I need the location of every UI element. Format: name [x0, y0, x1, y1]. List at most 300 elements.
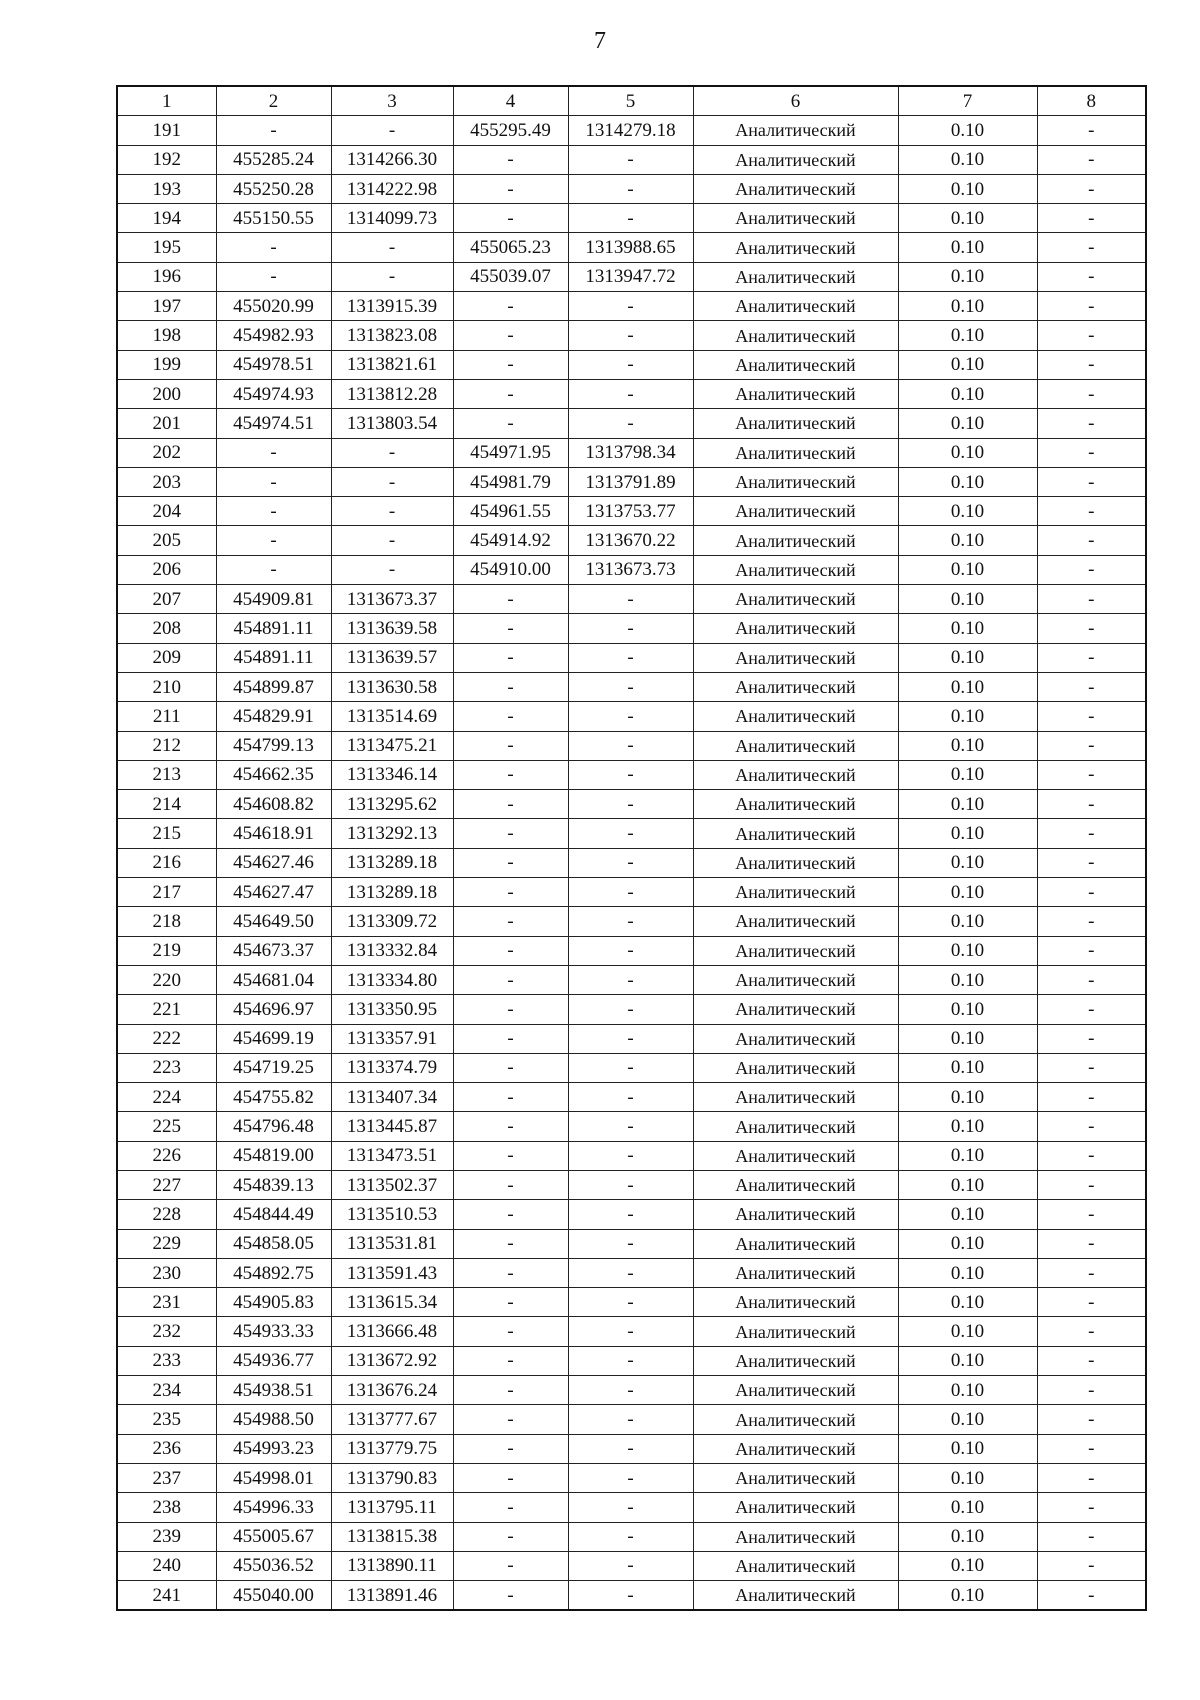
cell-x-existing: - [216, 526, 331, 555]
cell-y-existing: 1314099.73 [331, 204, 453, 233]
cell-accuracy: 0.10 [898, 204, 1037, 233]
table-body [117, 116, 1146, 1611]
cell-y-new: - [568, 878, 693, 907]
cell-y-existing: 1313407.34 [331, 1083, 453, 1112]
cell-point-number: 209 [117, 643, 216, 672]
cell-accuracy: 0.10 [898, 350, 1037, 379]
cell-y-new: - [568, 379, 693, 408]
cell-accuracy: 0.10 [898, 643, 1037, 672]
cell-point-number: 207 [117, 585, 216, 614]
cell-description: - [1037, 1112, 1146, 1141]
cell-y-new: 1313988.65 [568, 233, 693, 262]
cell-method: Аналитический [693, 1522, 898, 1551]
cell-method: Аналитический [693, 1141, 898, 1170]
cell-y-existing: 1313666.48 [331, 1317, 453, 1346]
cell-method: Аналитический [693, 1288, 898, 1317]
table-header-row [117, 86, 1146, 116]
cell-y-existing: 1313779.75 [331, 1434, 453, 1463]
cell-point-number: 239 [117, 1522, 216, 1551]
cell-y-new: - [568, 1493, 693, 1522]
cell-method: Аналитический [693, 1053, 898, 1082]
cell-x-new: - [453, 292, 568, 321]
cell-method: Аналитический [693, 1229, 898, 1258]
cell-description: - [1037, 614, 1146, 643]
cell-y-new: - [568, 936, 693, 965]
cell-x-new: 454981.79 [453, 467, 568, 496]
table-row [117, 409, 1146, 438]
cell-description: - [1037, 438, 1146, 467]
cell-x-existing: 454978.51 [216, 350, 331, 379]
table-row [117, 1141, 1146, 1170]
cell-x-existing: 454974.51 [216, 409, 331, 438]
cell-point-number: 216 [117, 848, 216, 877]
cell-x-new: - [453, 1170, 568, 1199]
table-row [117, 1083, 1146, 1112]
cell-method: Аналитический [693, 233, 898, 262]
cell-x-existing: 454627.47 [216, 878, 331, 907]
cell-accuracy: 0.10 [898, 1288, 1037, 1317]
cell-y-existing: 1313289.18 [331, 848, 453, 877]
cell-accuracy: 0.10 [898, 1551, 1037, 1580]
cell-description: - [1037, 145, 1146, 174]
cell-accuracy: 0.10 [898, 731, 1037, 760]
cell-y-existing: - [331, 116, 453, 145]
cell-x-existing: 454799.13 [216, 731, 331, 760]
table-row [117, 643, 1146, 672]
cell-description: - [1037, 1346, 1146, 1375]
cell-y-existing: 1313823.08 [331, 321, 453, 350]
cell-y-existing: 1313292.13 [331, 819, 453, 848]
cell-accuracy: 0.10 [898, 1229, 1037, 1258]
header-col-1: 1 [117, 86, 216, 116]
cell-method: Аналитический [693, 1346, 898, 1375]
cell-x-new: - [453, 936, 568, 965]
cell-accuracy: 0.10 [898, 614, 1037, 643]
cell-y-existing: 1313630.58 [331, 672, 453, 701]
cell-x-new: - [453, 1258, 568, 1287]
cell-accuracy: 0.10 [898, 995, 1037, 1024]
cell-x-new: 454971.95 [453, 438, 568, 467]
cell-x-existing: 454982.93 [216, 321, 331, 350]
cell-point-number: 193 [117, 174, 216, 203]
cell-x-new: - [453, 848, 568, 877]
cell-accuracy: 0.10 [898, 1112, 1037, 1141]
cell-x-existing: 454649.50 [216, 907, 331, 936]
cell-x-new: - [453, 1141, 568, 1170]
cell-description: - [1037, 1141, 1146, 1170]
cell-accuracy: 0.10 [898, 1581, 1037, 1611]
cell-x-existing: 454891.11 [216, 614, 331, 643]
cell-accuracy: 0.10 [898, 292, 1037, 321]
cell-y-new: - [568, 731, 693, 760]
cell-y-existing: 1313777.67 [331, 1405, 453, 1434]
cell-y-existing: 1313475.21 [331, 731, 453, 760]
table-row [117, 350, 1146, 379]
cell-point-number: 214 [117, 790, 216, 819]
cell-y-new: - [568, 1141, 693, 1170]
cell-description: - [1037, 1024, 1146, 1053]
cell-x-existing: 454696.97 [216, 995, 331, 1024]
cell-method: Аналитический [693, 350, 898, 379]
cell-x-new: - [453, 965, 568, 994]
cell-accuracy: 0.10 [898, 878, 1037, 907]
cell-description: - [1037, 1258, 1146, 1287]
cell-x-new: - [453, 878, 568, 907]
cell-accuracy: 0.10 [898, 1376, 1037, 1405]
cell-x-new: - [453, 790, 568, 819]
cell-x-existing: 454839.13 [216, 1170, 331, 1199]
cell-point-number: 226 [117, 1141, 216, 1170]
cell-y-existing: 1313357.91 [331, 1024, 453, 1053]
cell-method: Аналитический [693, 1463, 898, 1492]
cell-point-number: 192 [117, 145, 216, 174]
cell-y-new: - [568, 1463, 693, 1492]
cell-x-existing: - [216, 438, 331, 467]
cell-y-existing: - [331, 262, 453, 291]
cell-x-existing: 455150.55 [216, 204, 331, 233]
cell-accuracy: 0.10 [898, 1346, 1037, 1375]
cell-x-new: - [453, 614, 568, 643]
cell-y-existing: 1313531.81 [331, 1229, 453, 1258]
cell-accuracy: 0.10 [898, 116, 1037, 145]
cell-method: Аналитический [693, 438, 898, 467]
cell-y-new: - [568, 1376, 693, 1405]
cell-y-existing: - [331, 233, 453, 262]
cell-y-existing: 1313639.57 [331, 643, 453, 672]
cell-y-new: - [568, 350, 693, 379]
cell-accuracy: 0.10 [898, 965, 1037, 994]
cell-y-new: - [568, 995, 693, 1024]
cell-accuracy: 0.10 [898, 379, 1037, 408]
cell-y-new: 1314279.18 [568, 116, 693, 145]
cell-point-number: 208 [117, 614, 216, 643]
cell-y-new: - [568, 848, 693, 877]
cell-y-existing: 1313890.11 [331, 1551, 453, 1580]
cell-point-number: 225 [117, 1112, 216, 1141]
cell-description: - [1037, 907, 1146, 936]
cell-y-existing: 1313915.39 [331, 292, 453, 321]
cell-x-existing: 454909.81 [216, 585, 331, 614]
cell-x-existing: 454858.05 [216, 1229, 331, 1258]
cell-y-new: - [568, 321, 693, 350]
cell-y-existing: 1313346.14 [331, 760, 453, 789]
cell-point-number: 215 [117, 819, 216, 848]
cell-accuracy: 0.10 [898, 1053, 1037, 1082]
cell-method: Аналитический [693, 614, 898, 643]
cell-x-existing: 454933.33 [216, 1317, 331, 1346]
cell-x-existing: 454627.46 [216, 848, 331, 877]
cell-accuracy: 0.10 [898, 497, 1037, 526]
cell-point-number: 201 [117, 409, 216, 438]
cell-description: - [1037, 819, 1146, 848]
cell-x-new: - [453, 760, 568, 789]
cell-y-existing: 1313673.37 [331, 585, 453, 614]
cell-y-existing: 1313332.84 [331, 936, 453, 965]
cell-method: Аналитический [693, 995, 898, 1024]
cell-x-existing: 454974.93 [216, 379, 331, 408]
cell-y-existing: 1313510.53 [331, 1200, 453, 1229]
header-col-7: 7 [898, 86, 1037, 116]
cell-description: - [1037, 526, 1146, 555]
cell-point-number: 212 [117, 731, 216, 760]
cell-method: Аналитический [693, 1434, 898, 1463]
cell-y-existing: 1314222.98 [331, 174, 453, 203]
cell-description: - [1037, 321, 1146, 350]
cell-x-existing: - [216, 467, 331, 496]
cell-description: - [1037, 1551, 1146, 1580]
cell-description: - [1037, 1376, 1146, 1405]
cell-x-new: - [453, 1493, 568, 1522]
cell-accuracy: 0.10 [898, 1317, 1037, 1346]
cell-accuracy: 0.10 [898, 1170, 1037, 1199]
cell-method: Аналитический [693, 907, 898, 936]
cell-y-new: - [568, 819, 693, 848]
cell-y-new: - [568, 965, 693, 994]
table-row [117, 1288, 1146, 1317]
cell-accuracy: 0.10 [898, 672, 1037, 701]
cell-point-number: 221 [117, 995, 216, 1024]
cell-y-existing: 1313639.58 [331, 614, 453, 643]
cell-method: Аналитический [693, 526, 898, 555]
table-row [117, 526, 1146, 555]
cell-x-new: - [453, 379, 568, 408]
cell-x-existing: 454796.48 [216, 1112, 331, 1141]
cell-accuracy: 0.10 [898, 262, 1037, 291]
cell-x-new: - [453, 907, 568, 936]
cell-method: Аналитический [693, 702, 898, 731]
cell-point-number: 231 [117, 1288, 216, 1317]
cell-method: Аналитический [693, 1551, 898, 1580]
table-row [117, 1053, 1146, 1082]
table-row [117, 1112, 1146, 1141]
cell-method: Аналитический [693, 878, 898, 907]
table-row [117, 292, 1146, 321]
cell-point-number: 222 [117, 1024, 216, 1053]
cell-y-existing: 1313295.62 [331, 790, 453, 819]
cell-method: Аналитический [693, 174, 898, 203]
cell-point-number: 213 [117, 760, 216, 789]
cell-method: Аналитический [693, 790, 898, 819]
cell-x-new: 455295.49 [453, 116, 568, 145]
cell-y-existing: - [331, 555, 453, 584]
cell-y-existing: 1313795.11 [331, 1493, 453, 1522]
cell-x-existing: - [216, 555, 331, 584]
cell-y-existing: - [331, 467, 453, 496]
cell-description: - [1037, 760, 1146, 789]
table-row [117, 848, 1146, 877]
cell-point-number: 202 [117, 438, 216, 467]
cell-point-number: 199 [117, 350, 216, 379]
cell-accuracy: 0.10 [898, 1083, 1037, 1112]
cell-point-number: 236 [117, 1434, 216, 1463]
cell-accuracy: 0.10 [898, 233, 1037, 262]
cell-x-existing: 455020.99 [216, 292, 331, 321]
cell-point-number: 218 [117, 907, 216, 936]
cell-y-existing: - [331, 497, 453, 526]
cell-x-new: - [453, 585, 568, 614]
cell-point-number: 217 [117, 878, 216, 907]
cell-y-existing: 1313289.18 [331, 878, 453, 907]
cell-y-new: - [568, 1405, 693, 1434]
cell-point-number: 237 [117, 1463, 216, 1492]
table-row [117, 995, 1146, 1024]
cell-x-existing: 454618.91 [216, 819, 331, 848]
cell-x-new: - [453, 702, 568, 731]
cell-x-new: 454910.00 [453, 555, 568, 584]
cell-accuracy: 0.10 [898, 760, 1037, 789]
table-row [117, 1346, 1146, 1375]
cell-method: Аналитический [693, 731, 898, 760]
table-row [117, 1581, 1146, 1611]
cell-y-new: - [568, 1112, 693, 1141]
table-row [117, 585, 1146, 614]
cell-x-existing: - [216, 497, 331, 526]
cell-point-number: 233 [117, 1346, 216, 1375]
cell-accuracy: 0.10 [898, 1463, 1037, 1492]
table-row [117, 497, 1146, 526]
cell-y-new: 1313798.34 [568, 438, 693, 467]
cell-accuracy: 0.10 [898, 1522, 1037, 1551]
cell-point-number: 203 [117, 467, 216, 496]
cell-method: Аналитический [693, 965, 898, 994]
cell-description: - [1037, 1434, 1146, 1463]
cell-description: - [1037, 116, 1146, 145]
cell-x-existing: - [216, 233, 331, 262]
cell-x-new: - [453, 204, 568, 233]
cell-y-existing: 1313803.54 [331, 409, 453, 438]
cell-accuracy: 0.10 [898, 1258, 1037, 1287]
cell-y-existing: 1313676.24 [331, 1376, 453, 1405]
page-number: 7 [594, 28, 606, 54]
table-row [117, 555, 1146, 584]
header-col-4: 4 [453, 86, 568, 116]
cell-method: Аналитический [693, 497, 898, 526]
cell-description: - [1037, 1170, 1146, 1199]
cell-y-existing: 1313514.69 [331, 702, 453, 731]
cell-x-new: - [453, 321, 568, 350]
cell-x-existing: 454988.50 [216, 1405, 331, 1434]
cell-point-number: 210 [117, 672, 216, 701]
cell-accuracy: 0.10 [898, 819, 1037, 848]
cell-y-new: - [568, 1170, 693, 1199]
cell-method: Аналитический [693, 262, 898, 291]
cell-accuracy: 0.10 [898, 438, 1037, 467]
cell-x-existing: 454699.19 [216, 1024, 331, 1053]
cell-description: - [1037, 936, 1146, 965]
table-row [117, 614, 1146, 643]
table-row [117, 819, 1146, 848]
cell-method: Аналитический [693, 1170, 898, 1199]
cell-description: - [1037, 702, 1146, 731]
cell-accuracy: 0.10 [898, 409, 1037, 438]
cell-x-existing: 454755.82 [216, 1083, 331, 1112]
cell-x-existing: 454844.49 [216, 1200, 331, 1229]
cell-point-number: 194 [117, 204, 216, 233]
cell-y-new: - [568, 1053, 693, 1082]
cell-y-new: - [568, 585, 693, 614]
cell-x-new: - [453, 145, 568, 174]
cell-method: Аналитический [693, 145, 898, 174]
cell-x-existing: 454819.00 [216, 1141, 331, 1170]
cell-x-existing: 454608.82 [216, 790, 331, 819]
cell-description: - [1037, 1200, 1146, 1229]
table-row [117, 438, 1146, 467]
table-row [117, 1551, 1146, 1580]
table-row [117, 321, 1146, 350]
cell-point-number: 219 [117, 936, 216, 965]
cell-y-new: - [568, 174, 693, 203]
cell-x-new: - [453, 1053, 568, 1082]
cell-description: - [1037, 350, 1146, 379]
cell-x-existing: 455040.00 [216, 1581, 331, 1611]
cell-y-new: - [568, 1346, 693, 1375]
cell-point-number: 191 [117, 116, 216, 145]
cell-y-new: 1313670.22 [568, 526, 693, 555]
cell-accuracy: 0.10 [898, 1200, 1037, 1229]
cell-point-number: 240 [117, 1551, 216, 1580]
cell-point-number: 197 [117, 292, 216, 321]
cell-accuracy: 0.10 [898, 555, 1037, 584]
cell-description: - [1037, 262, 1146, 291]
table-row [117, 379, 1146, 408]
cell-method: Аналитический [693, 1258, 898, 1287]
cell-point-number: 234 [117, 1376, 216, 1405]
cell-y-new: - [568, 1288, 693, 1317]
cell-x-new: - [453, 1551, 568, 1580]
cell-x-existing: 454662.35 [216, 760, 331, 789]
cell-y-new: - [568, 145, 693, 174]
cell-x-existing: 454905.83 [216, 1288, 331, 1317]
cell-description: - [1037, 731, 1146, 760]
table-row [117, 907, 1146, 936]
header-col-5: 5 [568, 86, 693, 116]
table-row [117, 672, 1146, 701]
table-row [117, 145, 1146, 174]
cell-y-new: - [568, 204, 693, 233]
cell-x-new: - [453, 1346, 568, 1375]
cell-accuracy: 0.10 [898, 848, 1037, 877]
cell-method: Аналитический [693, 1083, 898, 1112]
cell-y-existing: 1313445.87 [331, 1112, 453, 1141]
table-row [117, 174, 1146, 203]
cell-y-existing: 1313473.51 [331, 1141, 453, 1170]
cell-x-existing: 454899.87 [216, 672, 331, 701]
cell-y-new: - [568, 1434, 693, 1463]
cell-x-existing: 454996.33 [216, 1493, 331, 1522]
cell-y-existing: 1313812.28 [331, 379, 453, 408]
cell-description: - [1037, 643, 1146, 672]
table-row [117, 1258, 1146, 1287]
cell-y-new: - [568, 1200, 693, 1229]
cell-x-existing: 454892.75 [216, 1258, 331, 1287]
cell-x-new: - [453, 819, 568, 848]
table-row [117, 702, 1146, 731]
cell-y-new: - [568, 760, 693, 789]
cell-method: Аналитический [693, 1376, 898, 1405]
cell-x-new: - [453, 1229, 568, 1258]
cell-method: Аналитический [693, 672, 898, 701]
table-row [117, 1522, 1146, 1551]
table-row [117, 760, 1146, 789]
cell-y-existing: 1313815.38 [331, 1522, 453, 1551]
cell-x-new: - [453, 1405, 568, 1434]
cell-y-new: - [568, 614, 693, 643]
cell-y-new: - [568, 292, 693, 321]
table-row [117, 965, 1146, 994]
cell-y-new: - [568, 1522, 693, 1551]
cell-accuracy: 0.10 [898, 526, 1037, 555]
table-row [117, 262, 1146, 291]
